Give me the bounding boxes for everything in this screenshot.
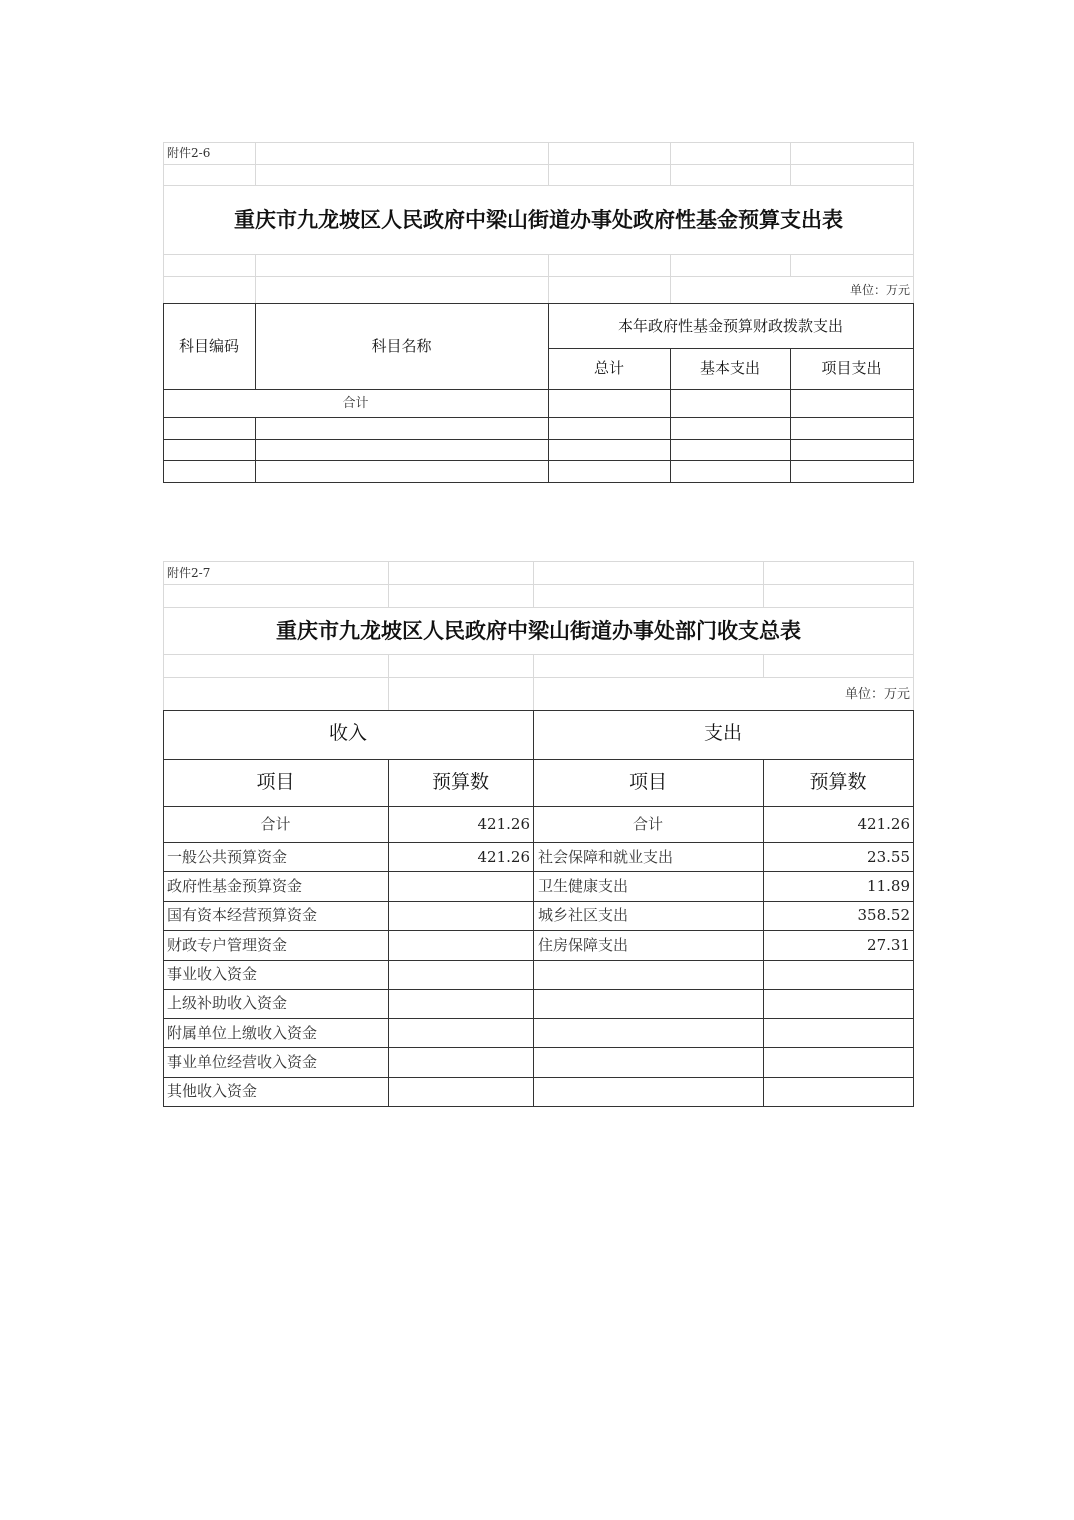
income-value: 421.26 xyxy=(477,848,530,866)
header-expense: 支出 xyxy=(703,722,742,744)
income-item: 上级补助收入资金 xyxy=(167,994,288,1012)
income-item: 事业收入资金 xyxy=(167,965,258,983)
expense-item: 社会保障和就业支出 xyxy=(538,848,674,866)
header-code: 科目编码 xyxy=(178,337,239,355)
income-item: 其他收入资金 xyxy=(167,1082,258,1100)
expense-item: 住房保障支出 xyxy=(538,936,629,954)
total-income-label: 合计 xyxy=(260,815,291,833)
header-project: 项目支出 xyxy=(821,359,882,377)
header-group: 本年政府性基金预算财政拨款支出 xyxy=(617,317,843,335)
header-budget-left: 预算数 xyxy=(431,771,489,793)
income-item: 国有资本经营预算资金 xyxy=(167,906,318,924)
expense-value: 358.52 xyxy=(857,906,910,924)
table-title: 重庆市九龙坡区人民政府中梁山街道办事处部门收支总表 xyxy=(276,618,801,643)
header-name: 科目名称 xyxy=(371,337,432,355)
total-expense-label: 合计 xyxy=(632,815,663,833)
expense-value: 27.31 xyxy=(867,936,910,954)
income-item: 政府性基金预算资金 xyxy=(167,877,303,895)
header-budget-right: 预算数 xyxy=(809,771,867,793)
attachment-label: 附件2-7 xyxy=(167,566,211,580)
header-total: 总计 xyxy=(593,359,624,377)
income-item: 财政专户管理资金 xyxy=(167,936,288,954)
income-item: 事业单位经营收入资金 xyxy=(167,1053,318,1071)
attachment-label: 附件2-6 xyxy=(167,146,211,160)
table-title: 重庆市九龙坡区人民政府中梁山街道办事处政府性基金预算支出表 xyxy=(234,207,843,232)
expense-value: 23.55 xyxy=(867,848,910,866)
total-income-value: 421.26 xyxy=(477,815,530,833)
expense-item: 城乡社区支出 xyxy=(538,906,629,924)
header-item-left: 项目 xyxy=(256,771,295,793)
unit-label: 单位：万元 xyxy=(844,687,910,702)
total-row-label: 合计 xyxy=(342,396,369,411)
header-basic: 基本支出 xyxy=(699,359,760,377)
expense-item: 卫生健康支出 xyxy=(538,877,629,895)
header-income: 收入 xyxy=(328,722,367,744)
expense-value: 11.89 xyxy=(867,877,910,895)
income-item: 附属单位上缴收入资金 xyxy=(167,1024,318,1042)
total-expense-value: 421.26 xyxy=(857,815,910,833)
header-item-right: 项目 xyxy=(628,771,667,793)
income-item: 一般公共预算资金 xyxy=(167,848,288,866)
unit-label: 单位：万元 xyxy=(849,283,910,297)
